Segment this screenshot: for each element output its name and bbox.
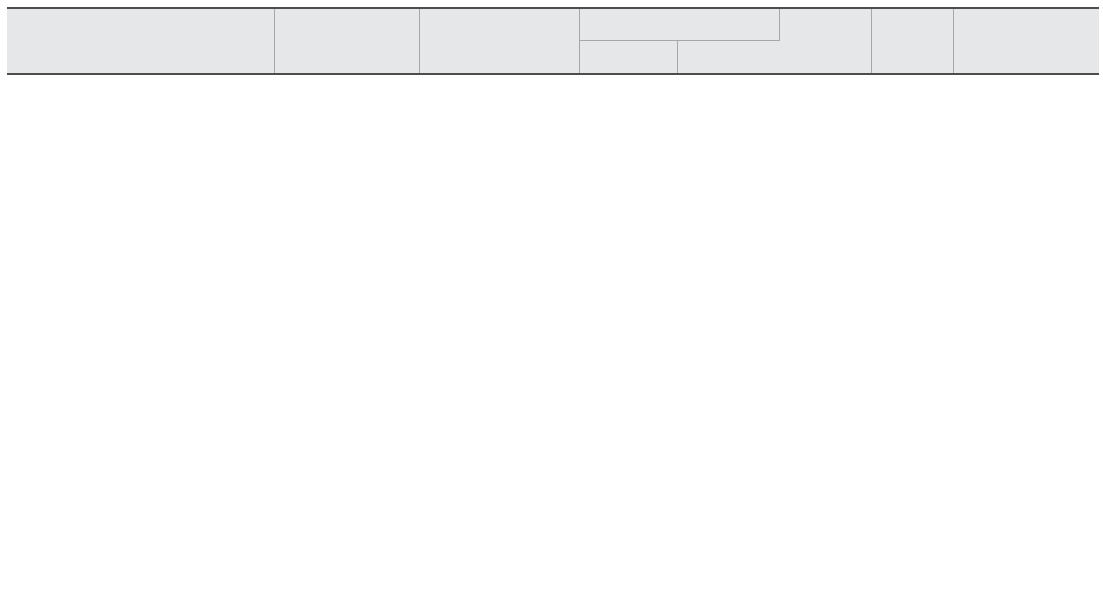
- header-ratio: [419, 8, 579, 74]
- header-shape: [7, 8, 274, 74]
- header-type: [274, 8, 419, 74]
- spec-table: [7, 7, 1099, 75]
- header-class-rated-load: [579, 8, 779, 40]
- header-turns: [779, 8, 871, 74]
- header-class-05: [579, 40, 677, 74]
- header-diameter: [871, 8, 953, 74]
- header-class-1: [677, 40, 779, 74]
- header-fob: [953, 8, 1099, 74]
